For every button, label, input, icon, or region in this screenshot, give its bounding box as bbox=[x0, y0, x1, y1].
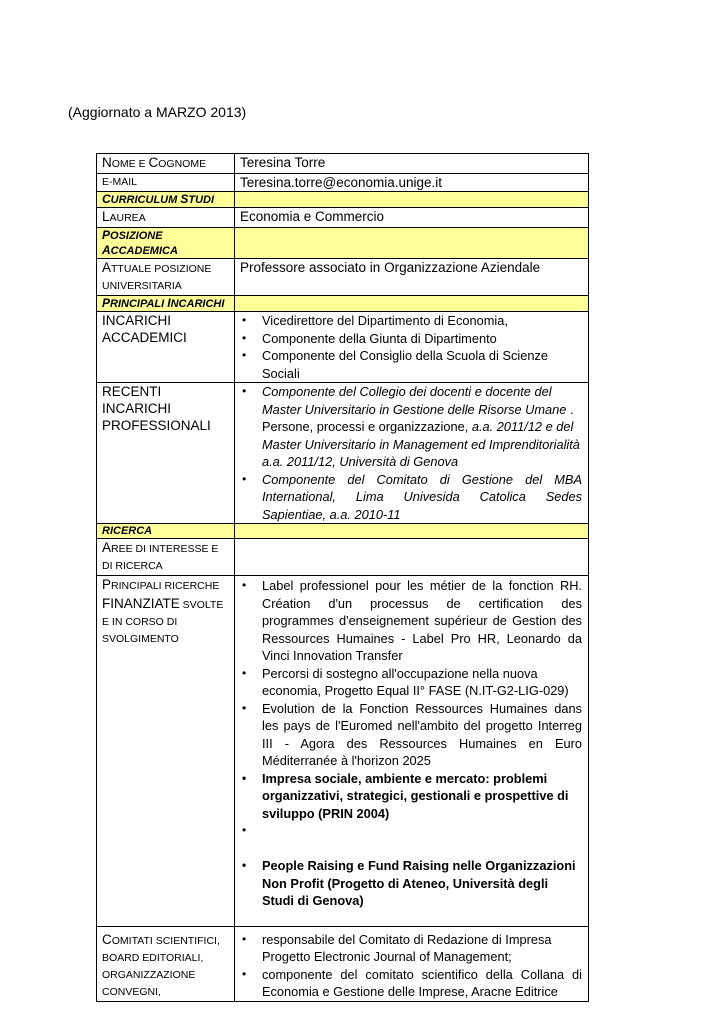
label-nome-rest: OME E bbox=[111, 158, 149, 170]
section-posizione-fill bbox=[235, 228, 589, 259]
list-item: • Evolution de la Fonction Ressources Humaines dans les pays de l'Euromed nell'ambito del progetto Interreg III - Agora des Ressources Humaines en Euro Méditerranée à l'horizon 2025 bbox=[262, 700, 582, 770]
cv-table bbox=[96, 153, 589, 1002]
label-attuale-rest: TTUALE POSIZIONE UNIVERSITARIA bbox=[102, 263, 212, 292]
section-principali-label bbox=[97, 296, 235, 312]
value-aree bbox=[235, 539, 589, 576]
value-email: Teresina.torre@economia.unige.it bbox=[235, 174, 589, 192]
label-comitati-cap: C bbox=[102, 931, 112, 947]
accademici-list bbox=[240, 312, 582, 382]
list-item: • Impresa sociale, ambiente e mercato: problemi organizzativi, strategici, gestionali e prospettive di sviluppo (PRIN 2004) bbox=[262, 770, 582, 823]
row-nome bbox=[97, 154, 589, 174]
value-comitati bbox=[235, 926, 589, 1001]
section-curriculum bbox=[97, 192, 589, 208]
value-accademici bbox=[235, 312, 589, 383]
curriculum-rest1: URRICULUM bbox=[110, 194, 181, 206]
section-curriculum-label bbox=[97, 192, 235, 208]
label-email-text: E-MAIL bbox=[102, 176, 138, 188]
list-item bbox=[262, 383, 582, 471]
label-finanziate-rest2: SVOLTE E IN CORSO DI SVOLGIMENTO bbox=[102, 599, 224, 645]
label-attuale bbox=[97, 259, 235, 296]
value-finanziate bbox=[235, 576, 589, 927]
section-principali-fill bbox=[235, 296, 589, 312]
label-comitati bbox=[97, 926, 235, 1001]
row-aree bbox=[97, 539, 589, 576]
item1-part-c: a.a. 2011/12 e del Master Universitario in Management ed Imprenditorialità a.a. 2011/12, Università di Genova bbox=[262, 419, 580, 469]
curriculum-rest2: TUDI bbox=[188, 194, 215, 206]
label-attuale-cap: A bbox=[102, 260, 112, 275]
posizione-cap1: P bbox=[102, 228, 111, 242]
list-item: • Label professionel pour les métier de la fonction RH. Création d'un processus de certification des programmes d'enseignement supérieur de Gestion des Ressources Humaines - Label Pro HR, Leonardo da Vinci Innovation Transfer bbox=[262, 577, 582, 665]
row-finanziate bbox=[97, 576, 589, 927]
comitati-list bbox=[240, 931, 582, 1001]
posizione-rest2: CCADEMICA bbox=[110, 245, 178, 257]
curriculum-cap2: S bbox=[180, 192, 189, 206]
posizione-cap2: A bbox=[102, 243, 111, 257]
row-attuale bbox=[97, 259, 589, 296]
label-email bbox=[97, 174, 235, 192]
row-laurea bbox=[97, 208, 589, 228]
principali-cap1: P bbox=[102, 296, 111, 310]
label-aree bbox=[97, 539, 235, 576]
row-accademici bbox=[97, 312, 589, 383]
label-laurea bbox=[97, 208, 235, 228]
principali-cap2: I bbox=[167, 296, 171, 310]
label-laurea-cap: L bbox=[102, 209, 110, 224]
label-aree-rest: REE DI INTERESSE E DI RICERCA bbox=[102, 543, 219, 572]
item1-part-a: Componente del Collegio dei docenti e docente del Master Universitario in Gestione delle Risorse Umane bbox=[262, 384, 567, 417]
section-curriculum-fill bbox=[235, 192, 589, 208]
section-posizione bbox=[97, 228, 589, 259]
list-item: • componente del comitato scientifico della Collana di Economia e Gestione delle Imprese, Aracne Editrice bbox=[262, 966, 582, 1001]
label-finanziate-big: FINANZIATE bbox=[102, 596, 180, 611]
label-nome-rest2: OGNOME bbox=[158, 158, 207, 170]
list-item: • Percorsi di sostegno all'occupazione nella nuova economia, Progetto Equal II° FASE (N.IT-G2-LIG-029) bbox=[262, 665, 582, 700]
principali-rest2: NCARICHI bbox=[170, 298, 225, 310]
label-laurea-rest: AUREA bbox=[109, 212, 146, 224]
label-professionali: RECENTI INCARICHI PROFESSIONALI bbox=[97, 383, 235, 524]
section-ricerca-fill bbox=[235, 524, 589, 539]
section-posizione-label bbox=[97, 228, 235, 259]
row-email bbox=[97, 174, 589, 192]
label-nome-cap2: C bbox=[148, 155, 159, 170]
list-item: • Componente della Giunta di Dipartimento bbox=[262, 330, 582, 348]
value-professionali bbox=[235, 383, 589, 524]
list-item: • responsabile del Comitato di Redazione di Impresa Progetto Electronic Journal of Management; bbox=[262, 931, 582, 966]
curriculum-cap1: C bbox=[102, 192, 111, 206]
section-ricerca-label: RICERCA bbox=[97, 524, 235, 539]
label-accademici: INCARICHI ACCADEMICI bbox=[97, 312, 235, 383]
item1-part-b: . Persone, processi e organizzazione, bbox=[262, 401, 574, 434]
label-comitati-rest: OMITATI SCIENTIFICI, BOARD EDITORIALI, ORGANIZZAZIONE CONVEGNI, bbox=[102, 934, 220, 998]
section-ricerca bbox=[97, 524, 589, 539]
value-laurea: Economia e Commercio bbox=[235, 208, 589, 228]
list-spacer bbox=[262, 822, 582, 857]
value-nome: Teresina Torre bbox=[235, 154, 589, 174]
value-attuale: Professore associato in Organizzazione Aziendale bbox=[235, 259, 589, 296]
row-comitati bbox=[97, 926, 589, 1001]
finanziate-list bbox=[240, 576, 582, 910]
label-aree-cap: A bbox=[102, 540, 112, 555]
professionali-list bbox=[240, 383, 582, 523]
list-item: • Componente del Comitato di Gestione del MBA International, Lima Univesida Catolica Sedes Sapientiae, a.a. 2010-11 bbox=[262, 471, 582, 524]
row-professionali bbox=[97, 383, 589, 524]
list-item: • Componente del Consiglio della Scuola di Scienze Sociali bbox=[262, 347, 582, 382]
updated-note: (Aggiornato a MARZO 2013) bbox=[68, 104, 247, 120]
list-item: • People Raising e Fund Raising nelle Organizzazioni Non Profit (Progetto di Ateneo, Università degli Studi di Genova) bbox=[262, 857, 582, 910]
label-finanziate bbox=[97, 576, 235, 927]
label-nome-cap: N bbox=[102, 155, 112, 170]
label-nome bbox=[97, 154, 235, 174]
section-principali bbox=[97, 296, 589, 312]
label-finanziate-cap: P bbox=[102, 577, 112, 592]
list-item: • Vicedirettore del Dipartimento di Economia, bbox=[262, 312, 582, 330]
principali-rest1: RINCIPALI bbox=[110, 298, 168, 310]
posizione-rest1: OSIZIONE bbox=[110, 230, 163, 242]
label-finanziate-rest1: RINCIPALI RICERCHE bbox=[111, 580, 220, 592]
